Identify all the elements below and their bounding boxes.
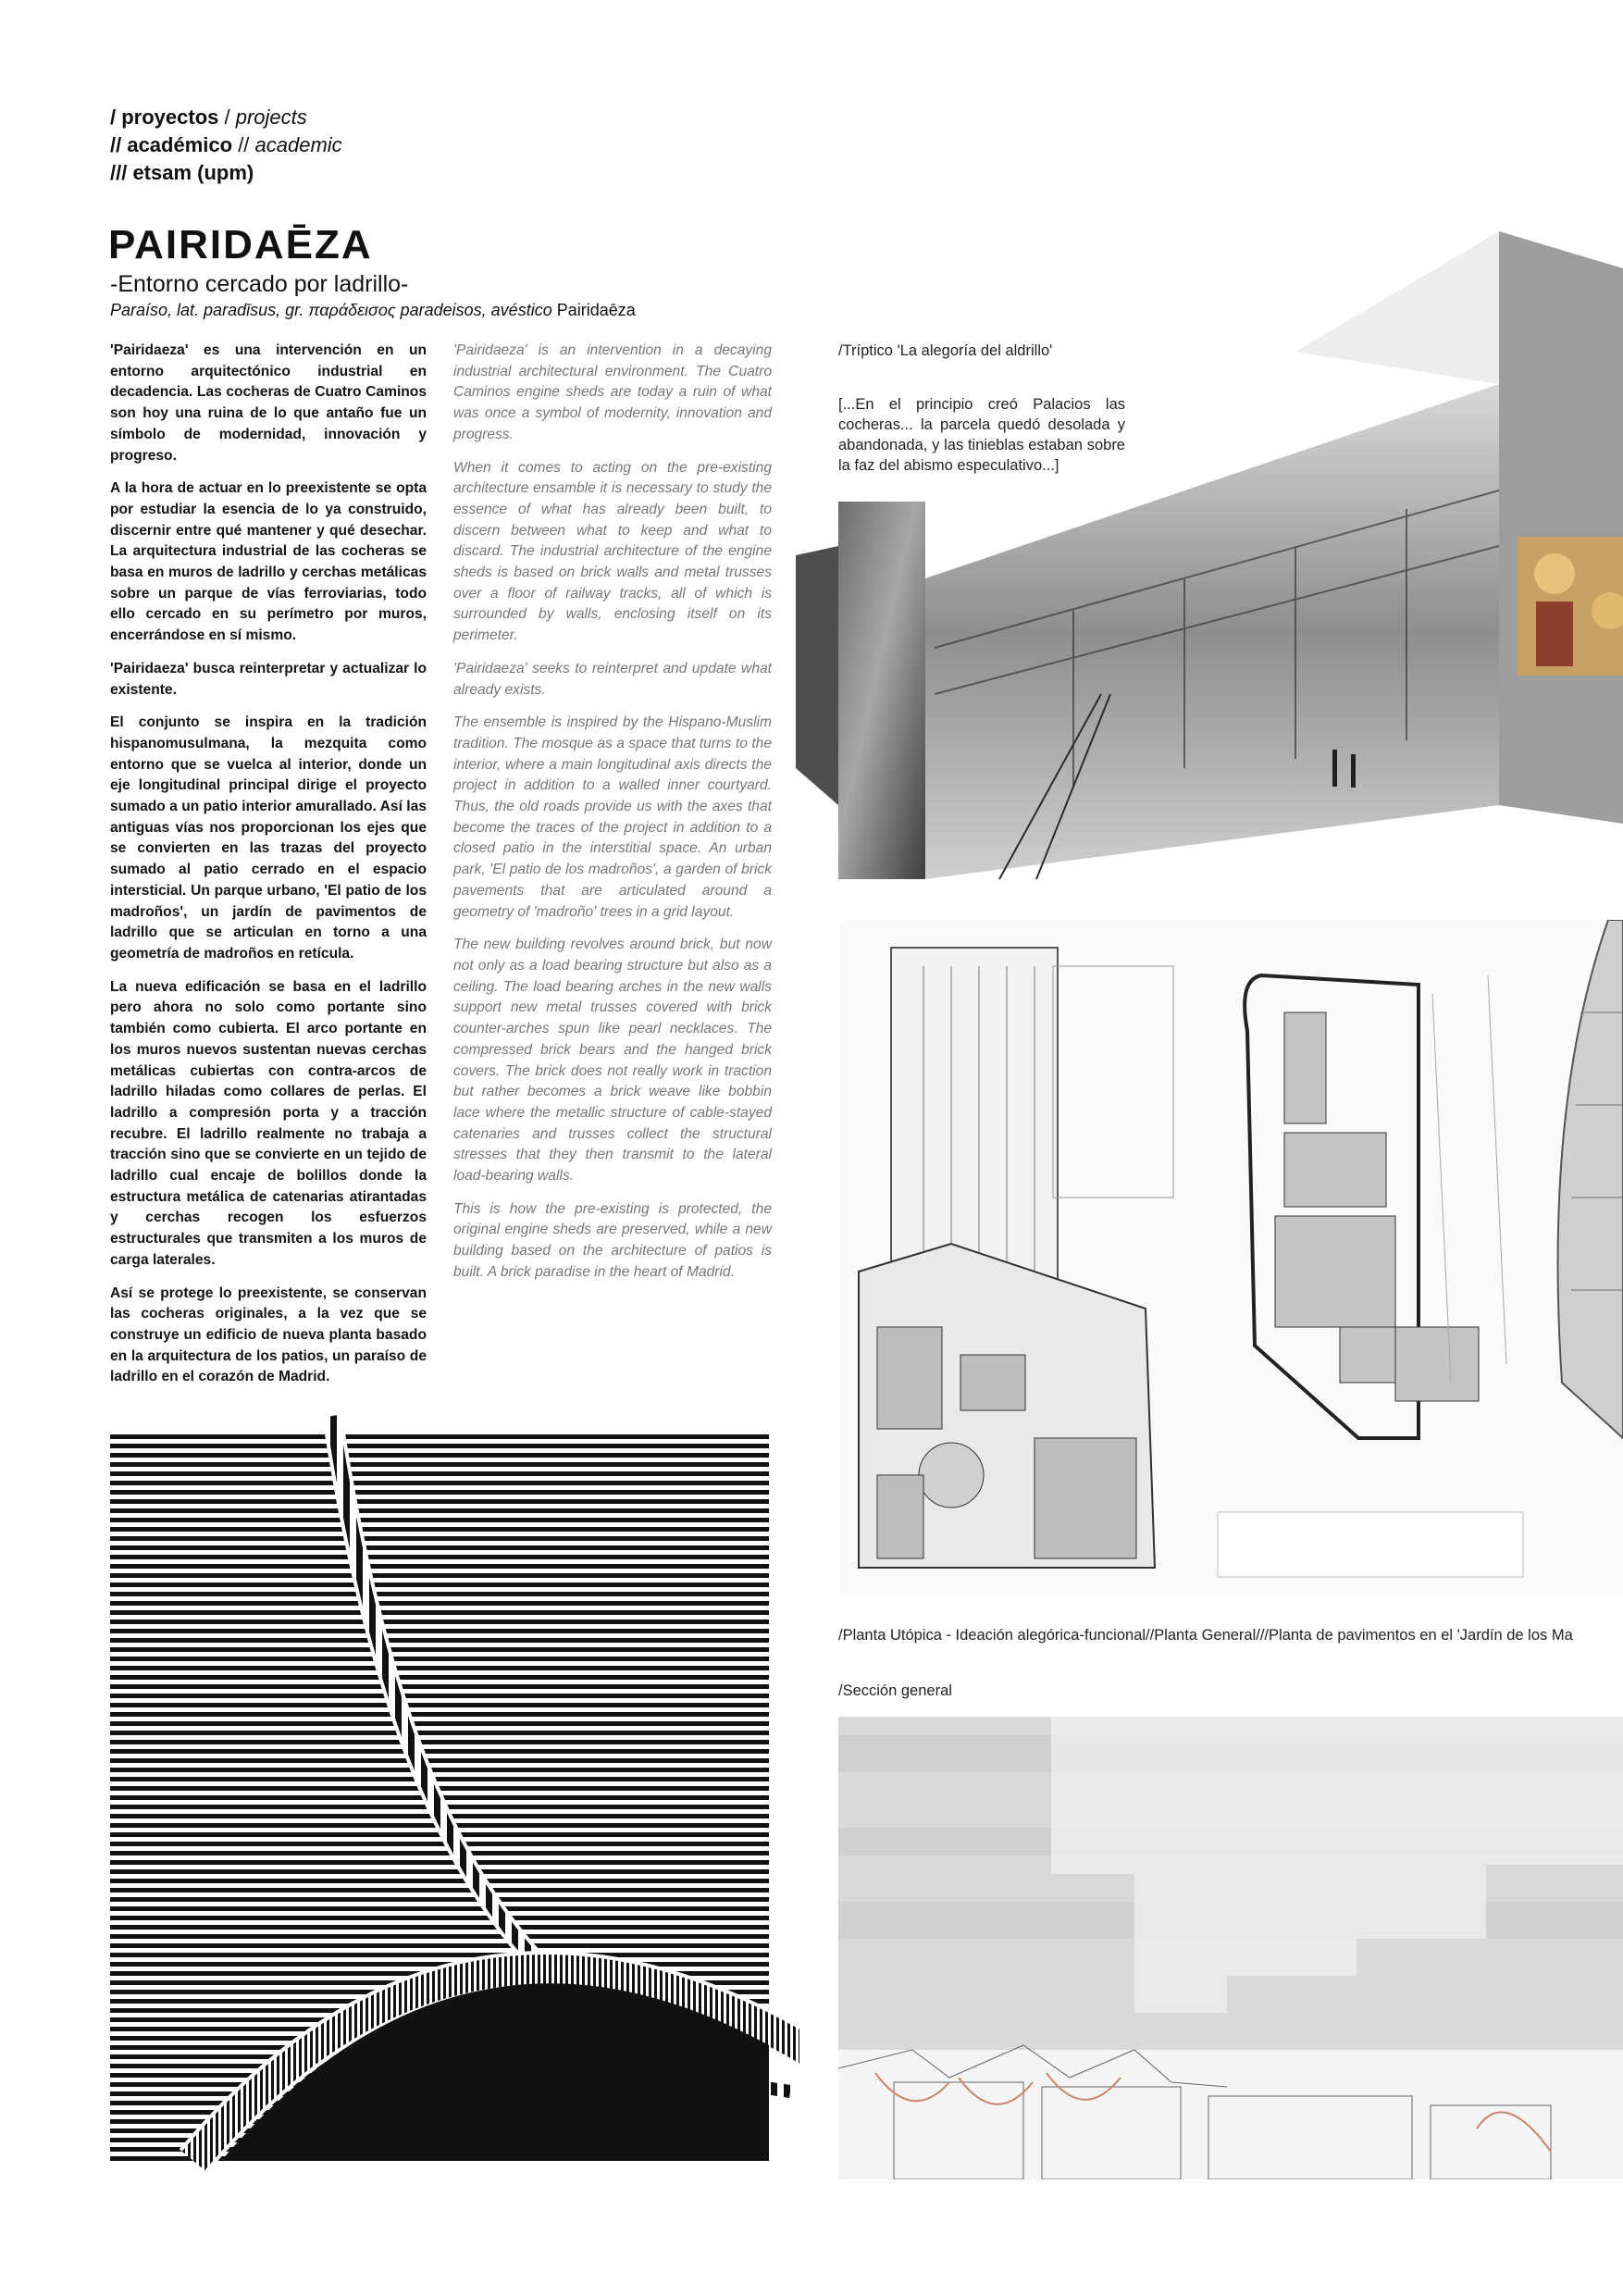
etymology-term: Pairidaēza: [556, 301, 636, 319]
breadcrumb-sep: /: [218, 105, 236, 129]
breadcrumb-academic-es[interactable]: // académico: [110, 133, 233, 156]
spanish-paragraph: La nueva edificación se basa en el ladrillo pero ahora no solo como portante sino también como cubierta. El arco portante en los muros nuevos sustentan nuevas cerchas metálicas cubiertas con contra-arcos de ladrillo hiladas como collares de perlas. El ladrillo a compresión porta y a tracción recubre. El ladrillo realmente no trabaja a tracción sino que se convierte en un tejido de ladrillo cual encaje de bolillos donde la estructura metálica de catenarias atirantadas y cerchas recogen los esfuerzos estructurales que transmiten a los muros de carga laterales.: [110, 978, 427, 1268]
spanish-paragraph: A la hora de actuar en lo preexistente se opta por estudiar la esencia de lo ya construido, discernir entre qué mantener y qué desechar. La arquitectura industrial de las cocheras se basa en muros de ladrillo y cerchas metálicas sobre un parque de vías ferroviarias, todo ello cercado en su perímetro por muros, encerrándose en sí mismo.: [110, 480, 427, 644]
english-paragraph: This is how the pre-existing is protected, the original engine sheds are preserved, while a new building based on the architecture of patios is built. A brick paradise in the heart of Madrid.: [453, 1200, 772, 1280]
breadcrumb-line-projects: [110, 104, 342, 131]
breadcrumb-school[interactable]: /// etsam (upm): [110, 161, 254, 184]
spanish-paragraph: El conjunto se inspira en la tradición hispanomusulmana, la mezquita como entorno que se vuelca al interior, donde un eje longitudinal principal dirige el proyecto sumado a un patio interior amurallado. Así las antiguas vías nos proporcionan los ejes que se convierten en las trazas del proyecto sumado al patio cerrado en el espacio intersticial. Un parque urbano, 'El patio de los madroños', un jardín de pavimentos de ladrillo que se articulan en torno a una geometría de madroños en retícula.: [110, 714, 427, 962]
spanish-paragraph: 'Pairidaeza' busca reinterpretar y actualizar lo existente.: [110, 660, 427, 698]
english-paragraph: 'Pairidaeza' seeks to reinterpret and update what already exists.: [453, 660, 772, 698]
etymology-text: Paraíso, lat. paradīsus, gr. παράδεισος paradeisos, avéstico: [110, 301, 557, 319]
breadcrumb: [110, 104, 342, 187]
plans-caption: /Planta Utópica - Ideación alegórica-funcional//Planta General///Planta de pavimentos en el 'Jardín de los Ma: [838, 1627, 1573, 1644]
english-paragraph: The new building revolves around brick, but now not only as a load bearing structure but also as a ceiling. The load bearing arches in the new walls support new metal trusses covered with brick counter-arches spun like pearl necklaces. The compressed brick bears and the hanged brick covers. The brick does not really work in traction but rather becomes a brick weave like bobbin lace where the metallic structure of cable-stayed catenaries and trusses collect the structural stresses that they then transmit to the lateral load-bearing walls.: [453, 937, 772, 1185]
triptych-quote: [...En el principio creó Palacios las cocheras... la parcela quedó desolada y abandonada, y las tinieblas estaban sobre la faz del abismo especulativo...]: [838, 396, 1125, 474]
etymology-line: [110, 299, 636, 321]
plans-drawings-image: [840, 920, 1623, 1595]
english-paragraph: 'Pairidaeza' is an intervention in a decaying industrial architectural environment. The Cuatro Caminos engine sheds are today a ruin of what was once a symbol of modernity, innovation and progress.: [453, 342, 772, 442]
breadcrumb-sep: //: [232, 133, 255, 156]
spanish-paragraph: 'Pairidaeza' es una intervención en un entorno arquitectónico industrial en decadencia. Las cocheras de Cuatro Caminos son hoy una ruina de lo que antaño fue un símbolo de modernidad, innovación y progreso.: [110, 342, 427, 464]
page-title: PAIRIDAĒZA: [108, 222, 373, 267]
brick-arch-graphic: [110, 1407, 799, 2189]
breadcrumb-line-academic: [110, 131, 342, 159]
breadcrumb-line-school: [110, 159, 342, 187]
english-paragraph: The ensemble is inspired by the Hispano-Muslim tradition. The mosque as a space that turns to the interior, where a main longitudinal axis directs the project in addition to a walled inner courtyard. Thus, the old roads provide us with the axes that become the traces of the project in addition to a closed patio in the interstitial space. An urban park, 'El patio de los madroños', a garden of brick pavements that are articulated around a geometry of 'madroño' trees in a grid layout.: [453, 714, 772, 920]
spanish-text-column: [110, 341, 427, 1400]
triptych-caption: /Tríptico 'La alegoría del aldrillo': [838, 342, 1053, 359]
section-caption: /Sección general: [838, 1682, 952, 1699]
english-paragraph: When it comes to acting on the pre-existing architecture ensamble it is necessary to study the essence of what has already been built, to discern between what to keep and what to discard. The industrial architecture of the engine sheds is based on brick walls and metal trusses over a floor of railway tracks, all of which is surrounded by walls, enclosing itself on its perimeter.: [453, 459, 772, 644]
breadcrumb-projects-en: projects: [235, 105, 307, 129]
page-subtitle: -Entorno cercado por ladrillo-: [110, 271, 409, 297]
triptych-collage-image: [796, 213, 1623, 888]
breadcrumb-projects-es[interactable]: / proyectos: [110, 105, 219, 129]
general-section-image: [838, 1717, 1623, 2179]
breadcrumb-academic-en: academic: [254, 133, 342, 156]
spanish-paragraph: Así se protege lo preexistente, se conservan las cocheras originales, a la vez que se construye un edificio de nueva planta basado en la arquitectura de los patios, un paraíso de ladrillo en el corazón de Madrid.: [110, 1285, 427, 1385]
english-text-column: [453, 341, 772, 1296]
